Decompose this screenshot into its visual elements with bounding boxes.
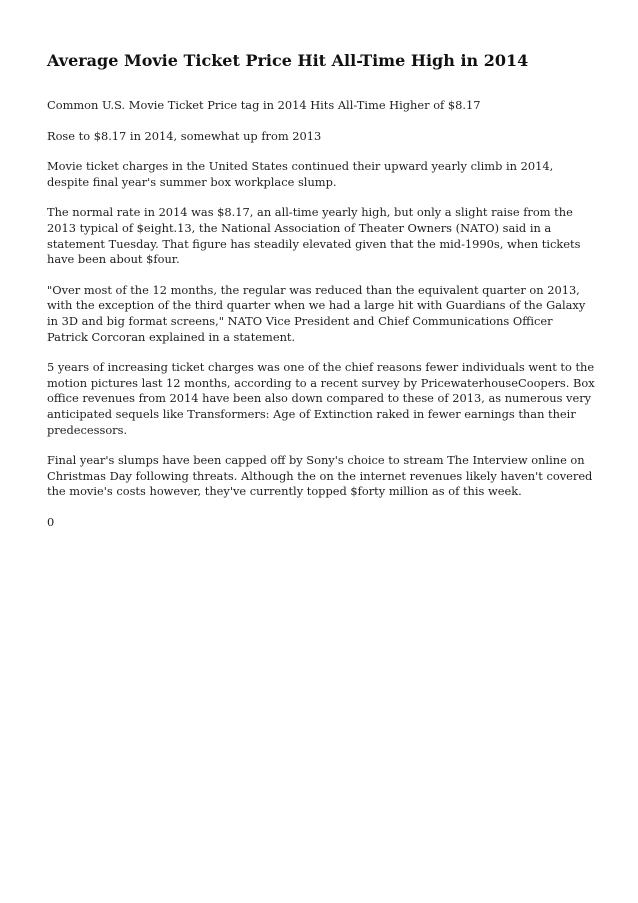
paragraph-interview: Final year's slumps have been capped off by Sony's choice to stream The Interview online on Christmas Day following threats. Although the on the internet revenues likely haven't covered the movie's costs however, they've currently topped $forty million as of this week. xyxy=(47,453,593,499)
paragraph-average-rate: The normal rate in 2014 was $8.17, an all-time yearly high, but only a slight raise from the 2013 typical of $eight.13, the National Association of Theater Owners (NATO) said in a statement Tuesday. That figure has steadily elevated given that the mid-1990s, when tickets have been about $four. xyxy=(47,205,581,267)
document-title: Average Movie Ticket Price Hit All-Time High in 2014 xyxy=(47,51,529,70)
document-body xyxy=(47,98,595,545)
paragraph-quote: "Over most of the 12 months, the regular was reduced than the equivalent quarter on 2013, with the exception of the third quarter when we had a large hit with Guardians of the Galaxy in 3D and big format screens," NATO Vice President and Chief Communications Officer Patrick Corcoran explained in a statement. xyxy=(47,282,586,344)
paragraph-subheadline: Common U.S. Movie Ticket Price tag in 2014 Hits All-Time Higher of $8.17 xyxy=(47,98,481,112)
paragraph-intro: Movie ticket charges in the United States continued their upward yearly climb in 2014, despite final year's summer box workplace slump. xyxy=(47,159,554,189)
paragraph-count: 0 xyxy=(47,514,55,529)
paragraph-summary: Rose to $8.17 in 2014, somewhat up from 2013 xyxy=(47,128,322,143)
paragraph-survey: 5 years of increasing ticket charges was one of the chief reasons fewer individuals went to the motion pictures last 12 months, according to a recent survey by PricewaterhouseCoopers. Box office revenues from 2014 have been also down compared to these of 2013, as numerous very anticipated sequels like Transformers: Age of Extinction raked in fewer earnings than their predecessors. xyxy=(47,360,595,437)
